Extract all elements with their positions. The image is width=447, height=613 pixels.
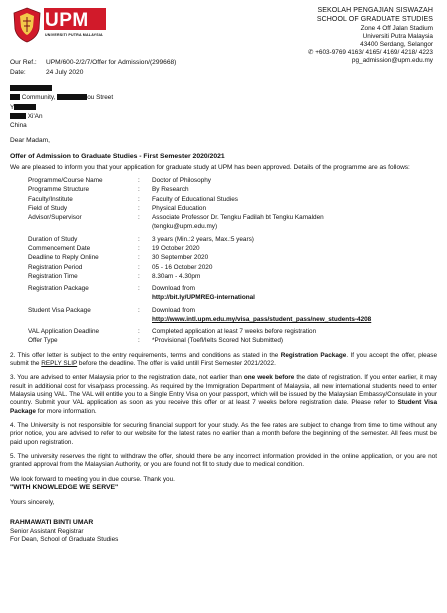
detail-colon: : — [138, 244, 140, 252]
detail-colon: : — [138, 306, 140, 314]
detail-colon: : — [138, 195, 140, 203]
ref-value: UPM/600-2/2/7/Offer for Admission/(299668) — [46, 59, 177, 66]
detail-value — [152, 281, 371, 303]
paragraph-5: 5. The university reserves the right to withdraw the offer, should there be any incorrect information provided in the online application, or you are not granted approval from the Malaysian Authority, or you are found not fit to study due to medical condition. — [10, 453, 437, 469]
detail-row — [28, 232, 371, 244]
detail-label: Deadline to Reply Online — [28, 254, 99, 262]
letterhead — [8, 4, 439, 82]
registration-package-ref: Registration Package — [280, 351, 347, 359]
recipient-line: Y — [10, 103, 15, 111]
signatory-for: For Dean, School of Graduate Studies — [10, 536, 119, 544]
detail-colon: : — [138, 263, 140, 271]
detail-value — [152, 232, 371, 244]
recipient-address — [10, 84, 439, 130]
date-value: 24 July 2020 — [46, 69, 84, 77]
detail-row — [28, 263, 371, 272]
intro-paragraph: We are pleased to inform you that your application for graduate study at UPM has been approved. Details of the programme are as follows: — [10, 163, 410, 171]
reply-slip-ref: REPLY SLIP — [41, 360, 78, 368]
detail-label: Advisor/Supervisor — [28, 214, 82, 222]
detail-value — [152, 272, 371, 281]
address-line: SEKOLAH PENGAJIAN SISWAZAH — [317, 7, 433, 14]
detail-label: Commencement Date — [28, 244, 91, 252]
phone-icon: ✆ — [308, 48, 314, 56]
detail-value — [152, 213, 371, 232]
detail-row — [28, 336, 371, 345]
recipient-line: ou Street — [87, 94, 114, 102]
detail-row — [28, 185, 371, 194]
detail-label: Registration Package — [28, 285, 89, 293]
detail-colon: : — [138, 186, 140, 194]
detail-label: Programme/Course Name — [28, 176, 103, 184]
detail-row — [28, 176, 371, 185]
signatory-position: Senior Assistant Registrar — [10, 527, 84, 535]
upm-crest-icon — [12, 7, 42, 43]
text: . If you accept the offer, please submit the — [10, 351, 437, 368]
detail-label: Registration Time — [28, 272, 78, 280]
text: 2. This offer letter is subject to the entry requirements, terms and conditions as stated in the — [10, 351, 281, 359]
detail-value-line: 30 September 2020 — [152, 254, 209, 262]
redacted-name — [10, 85, 52, 91]
detail-row — [28, 281, 371, 303]
detail-row — [28, 244, 371, 253]
detail-label: VAL Application Deadline — [28, 328, 100, 336]
detail-value-line: Download from — [152, 306, 195, 314]
detail-row — [28, 204, 371, 213]
download-link[interactable]: http://bit.ly/UPMREG-international — [152, 294, 255, 302]
detail-row — [28, 272, 371, 281]
detail-value — [152, 324, 371, 336]
logo-text: UPM — [45, 10, 89, 31]
one-week-before: one week before — [243, 374, 295, 382]
detail-value — [152, 204, 371, 213]
detail-value — [152, 195, 371, 204]
detail-value — [152, 303, 371, 325]
download-link[interactable]: http://www.intl.upm.edu.my/visa_pass/student_pass/new_students-4208 — [152, 315, 372, 323]
closing-line: We look forward to meeting you in due course. Thank you. — [10, 475, 175, 483]
reference-block — [10, 58, 176, 78]
detail-label: Registration Period — [28, 263, 83, 271]
detail-value-line: *Provisional (Toefl/Ielts Scored Not Submitted) — [152, 337, 284, 345]
address-line: SCHOOL OF GRADUATE STUDIES — [316, 15, 433, 23]
paragraph-2 — [10, 352, 437, 369]
ref-label: Our Ref.: — [10, 59, 37, 66]
redacted-text — [10, 94, 20, 100]
detail-value-line: By Research — [152, 186, 189, 194]
signatory-name: RAHMAWATI BINTI UMAR — [10, 518, 94, 526]
detail-value-line: Completed application at least 7 weeks before registration — [152, 328, 317, 336]
detail-value — [152, 244, 371, 253]
detail-colon: : — [138, 285, 140, 293]
signature-block — [10, 519, 439, 544]
redacted-text — [14, 104, 36, 110]
recipient-country: China — [10, 122, 27, 130]
detail-value — [152, 176, 371, 185]
text: the date of registration. If you enter earlier, it may result in additional cost for visa/pass processing. As required by the Immigration Department of Malaysia, all new international students need to enter Malaysia using VAL. The VAL will entitle you to a Single Entry Visa on your passport, which will be issued by the Malaysian Embassy/Consulate in your country. Submit your VAL application as soon as you receive this offer or at least 7 weeks before registration date. Please refer to — [10, 374, 437, 407]
detail-colon: : — [138, 254, 140, 262]
recipient-city: Xi'An — [27, 112, 43, 120]
detail-colon: : — [138, 328, 140, 336]
detail-value-line: Faculty of Educational Studies — [152, 195, 238, 203]
valediction: Yours sincerely, — [10, 498, 55, 506]
logo-subtext: UNIVERSITI PUTRA MALAYSIA — [45, 33, 103, 37]
text: for more information. — [35, 407, 97, 415]
recipient-line: Community, — [21, 94, 56, 102]
detail-value-line: Download from — [152, 285, 195, 293]
detail-value-line: 8.30am - 4.30pm — [152, 272, 201, 280]
detail-colon: : — [138, 204, 140, 212]
detail-label: Programme Structure — [28, 186, 90, 194]
address-line: 43400 Serdang, Selangor — [360, 40, 433, 48]
detail-colon: : — [138, 235, 140, 243]
detail-value — [152, 336, 371, 345]
text: before the deadline. The offer is valid untill First Semester 2021/2022. — [77, 360, 276, 368]
letter-title: Offer of Admission to Graduate Studies - First Semester 2020/2021 — [10, 152, 225, 160]
detail-value-line: 19 October 2020 — [152, 244, 200, 252]
email-address[interactable]: pg_admission@upm.edu.my — [351, 56, 433, 64]
detail-value — [152, 185, 371, 194]
detail-value-line: Doctor of Philosophy — [152, 176, 211, 184]
detail-value-line: (tengku@upm.edu.my) — [152, 223, 218, 231]
detail-row — [28, 253, 371, 262]
detail-colon: : — [138, 272, 140, 280]
detail-label: Offer Type — [28, 337, 58, 345]
school-address — [308, 7, 433, 65]
detail-row — [28, 324, 371, 336]
address-line: Universiti Putra Malaysia — [362, 32, 433, 40]
detail-value-line: 05 - 16 October 2020 — [152, 263, 213, 271]
date-label: Date: — [10, 69, 26, 77]
detail-value-line: Associate Professor Dr. Tengku Fadilah bt Tengku Kamalden — [152, 214, 324, 222]
programme-details — [28, 176, 371, 346]
detail-label: Duration of Study — [28, 235, 78, 243]
detail-row — [28, 213, 371, 232]
detail-value — [152, 253, 371, 262]
upm-logo — [12, 7, 110, 45]
paragraph-3 — [10, 374, 437, 416]
redacted-text — [10, 113, 26, 119]
detail-label: Field of Study — [28, 204, 68, 212]
detail-label: Student Visa Package — [28, 306, 91, 314]
phone-numbers: +603-9769 4163/ 4165/ 4169/ 4218/ 4223 — [315, 48, 433, 56]
detail-label: Faculty/Institute — [28, 195, 73, 203]
university-motto: "WITH KNOWLEDGE WE SERVE" — [10, 484, 119, 492]
detail-row — [28, 303, 371, 325]
detail-colon: : — [138, 337, 140, 345]
greeting: Dear Madam, — [10, 137, 50, 145]
text: 3. You are advised to enter Malaysia prior to the registration date, not earlier than — [10, 374, 244, 382]
phone-line — [308, 49, 433, 57]
detail-value-line: 3 years (Min.:2 years, Max.:5 years) — [152, 235, 254, 243]
paragraph-4: 4. The University is not responsible for securing financial support for your study. As the fee rates are subject to change from time to time without any prior notice, you are advised to refer to our website for the latest rates no earlier than a month before the beginning of the semester. All fees must be paid upon registration. — [10, 422, 437, 446]
detail-value — [152, 263, 371, 272]
detail-colon: : — [138, 214, 140, 222]
student-visa-package-ref: Student Visa Package — [10, 399, 437, 415]
detail-value-line: Physical Education — [152, 204, 206, 212]
detail-row — [28, 195, 371, 204]
redacted-text — [57, 94, 87, 100]
address-line: Zone 4 Off Jalan Stadium — [360, 24, 433, 32]
detail-colon: : — [138, 176, 140, 184]
